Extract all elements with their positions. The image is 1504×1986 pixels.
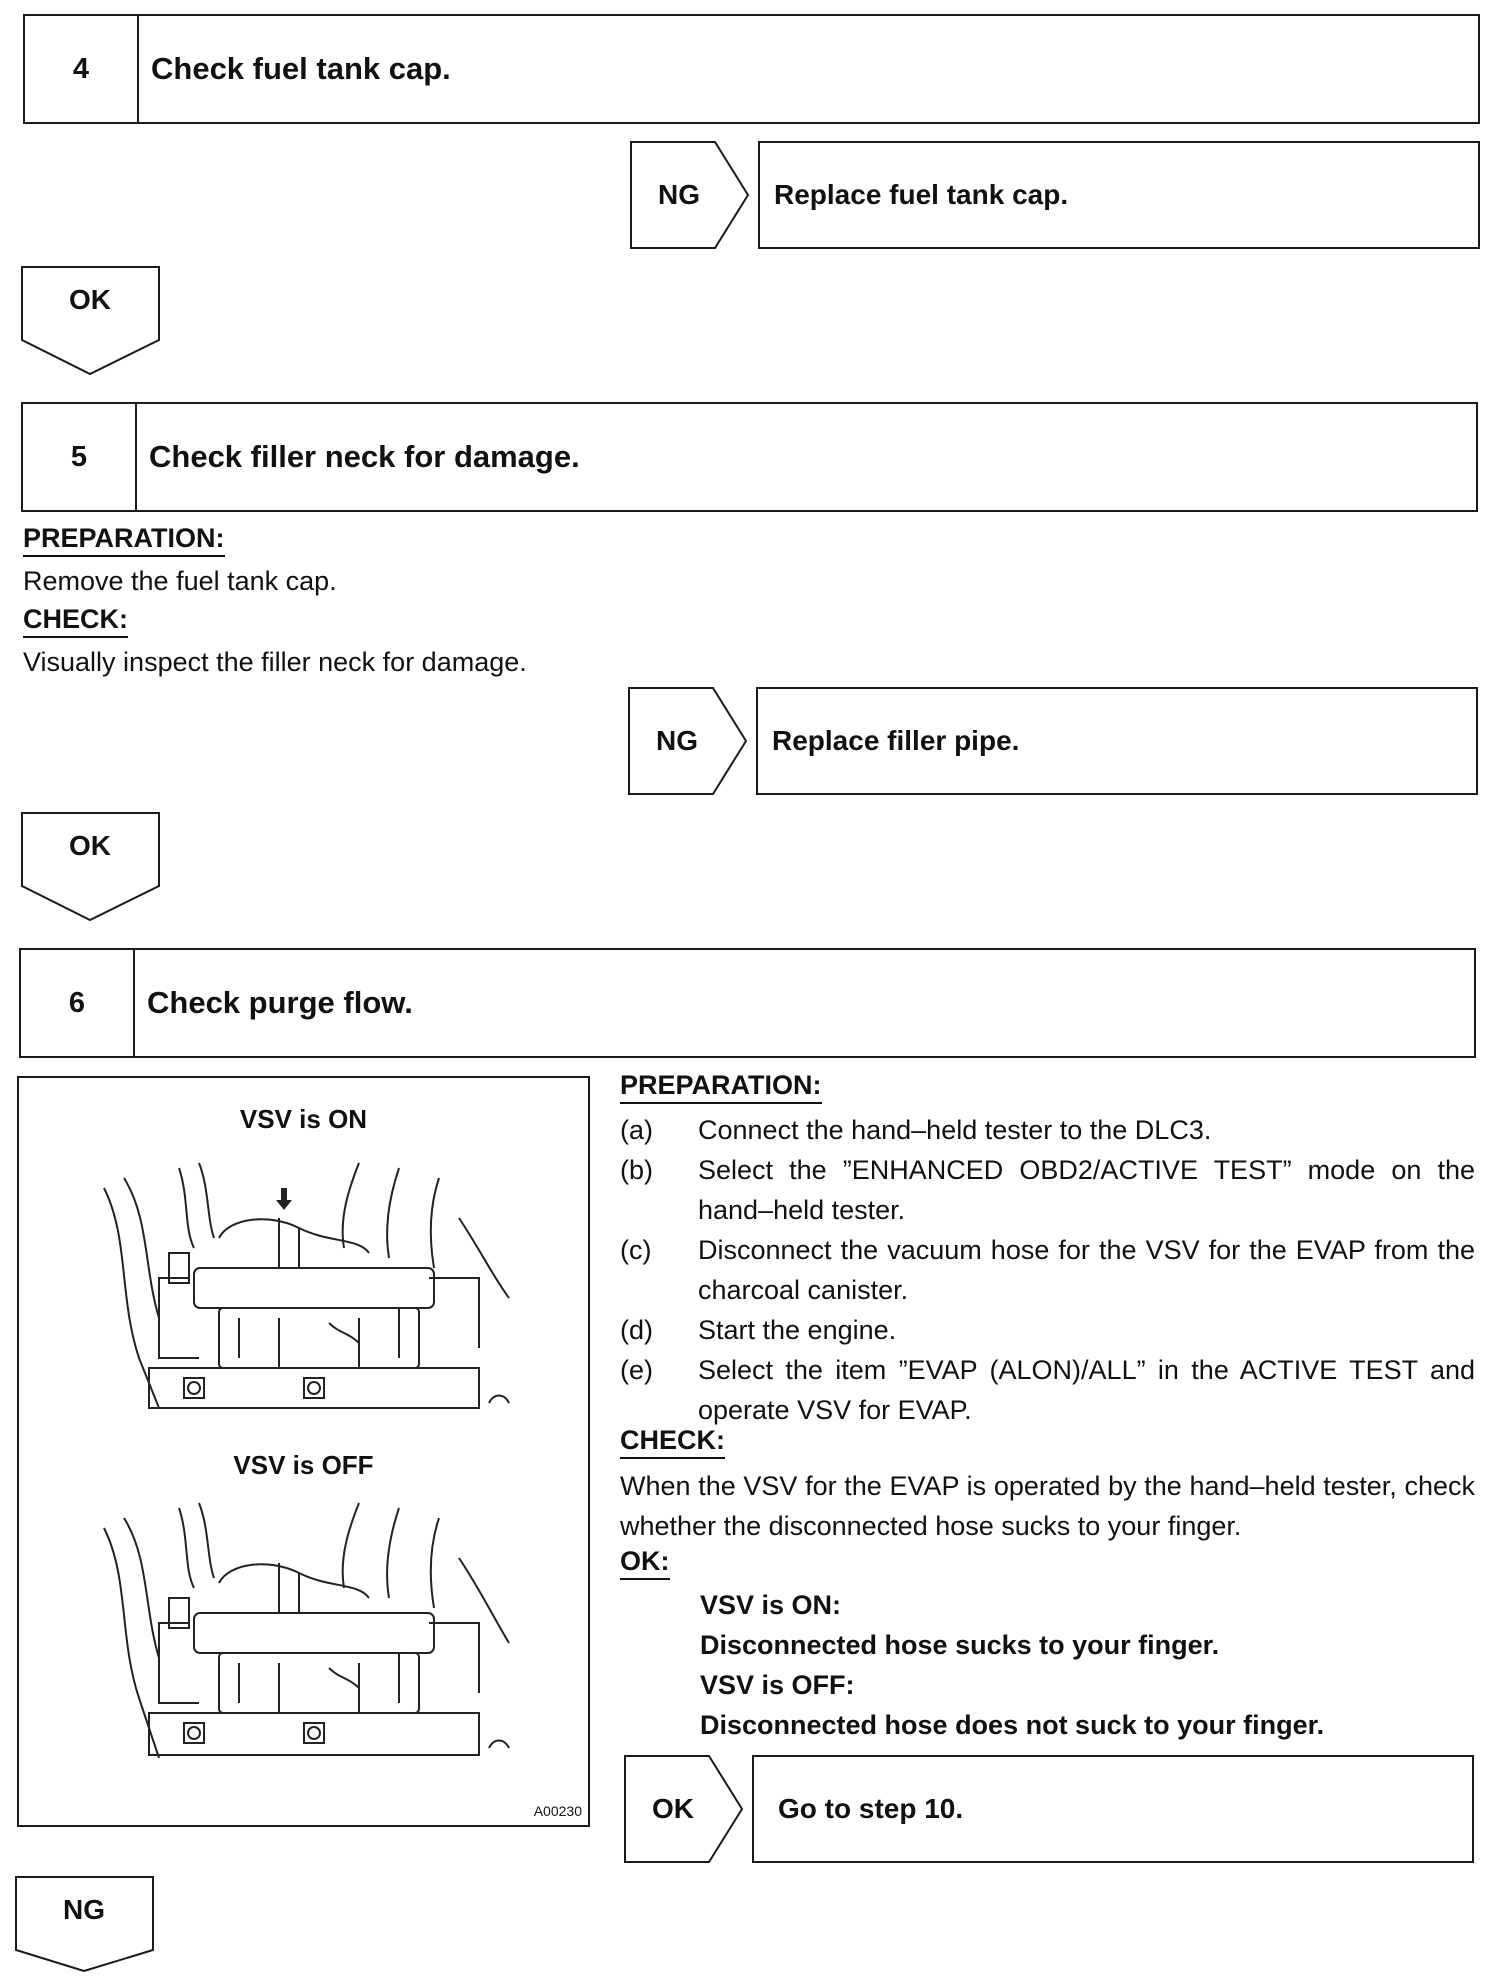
engine-illustration-figure <box>17 1076 590 1827</box>
step-4-ng-tag <box>630 141 750 249</box>
preparation-item: (c) Disconnect the vacuum hose for the VSV for the EVAP from the charcoal canister. <box>620 1235 1475 1305</box>
figure-caption-vsv-off: VSV is OFF <box>233 1450 374 1480</box>
step-6-check-label: CHECK: <box>620 1425 725 1459</box>
step-5-ng-label: NG <box>656 725 698 756</box>
step-6-ng-tag <box>15 1876 155 1986</box>
step-6-title: Check purge flow. <box>147 985 413 1020</box>
step-5-number: 5 <box>23 404 137 510</box>
ok-down-arrow-shape <box>21 266 161 376</box>
step-5-ok-label: OK <box>69 830 111 861</box>
step-4-ok-label: OK <box>69 284 111 315</box>
step-6-ok-action: Go to step 10. <box>752 1755 1474 1863</box>
preparation-item: (d) Start the engine. <box>620 1315 897 1345</box>
step-5-title: Check filler neck for damage. <box>149 439 580 474</box>
step-5-preparation-label: PREPARATION: <box>23 523 225 557</box>
step-5-check-label: CHECK: <box>23 604 128 638</box>
step-6-ng-label: NG <box>63 1894 105 1925</box>
figure-id: A00230 <box>533 1803 582 1819</box>
step-4-ng-action: Replace fuel tank cap. <box>758 141 1480 249</box>
step-4-header <box>23 14 1480 124</box>
step-6-ok-spec-label: OK: <box>620 1546 670 1580</box>
step-5-ng-tag <box>628 687 748 795</box>
figure-caption-vsv-on: VSV is ON <box>239 1104 368 1134</box>
step-4-ng-label: NG <box>658 179 700 210</box>
step-5-ng-action: Replace filler pipe. <box>756 687 1478 795</box>
step-5-header <box>21 402 1478 512</box>
step-6-header <box>19 948 1476 1058</box>
step-6-preparation-list <box>620 1110 1475 1430</box>
ok-down-arrow-shape <box>21 812 161 922</box>
step-4-number: 4 <box>25 16 139 122</box>
step-6-check-text: When the VSV for the EVAP is operated by the hand–held tester, check whether the disconnected hose sucks to your finger. <box>620 1471 1475 1541</box>
step-5-ok-tag <box>21 812 161 922</box>
preparation-item: (a) Connect the hand–held tester to the DLC3. <box>620 1115 1212 1145</box>
preparation-item: (e) Select the item ”EVAP (ALON)/ALL” in the ACTIVE TEST and operate VSV for EVAP. <box>620 1355 1475 1425</box>
ok-spec-off-text: Disconnected hose does not suck to your finger. <box>700 1710 1325 1740</box>
preparation-item: (b) Select the ”ENHANCED OBD2/ACTIVE TEST” mode on the hand–held tester. <box>620 1155 1475 1225</box>
step-6-ok-result-tag <box>624 1755 744 1863</box>
step-5-preparation-text: Remove the fuel tank cap. <box>23 566 337 596</box>
step-6-preparation-label: PREPARATION: <box>620 1070 822 1104</box>
step-6-ok-label: OK <box>652 1793 694 1824</box>
step-6-number: 6 <box>21 950 135 1056</box>
ok-spec-off-label: VSV is OFF: <box>700 1670 855 1700</box>
ok-spec-on-text: Disconnected hose sucks to your finger. <box>700 1630 1220 1660</box>
ok-spec-on-label: VSV is ON: <box>700 1590 842 1620</box>
engine-vsv-off-illustration <box>99 1498 529 1768</box>
engine-vsv-on-illustration <box>99 1158 529 1418</box>
step-4-ok-tag <box>21 266 161 376</box>
step-5-check-text: Visually inspect the filler neck for damage. <box>23 647 527 677</box>
step-4-title: Check fuel tank cap. <box>151 51 451 86</box>
